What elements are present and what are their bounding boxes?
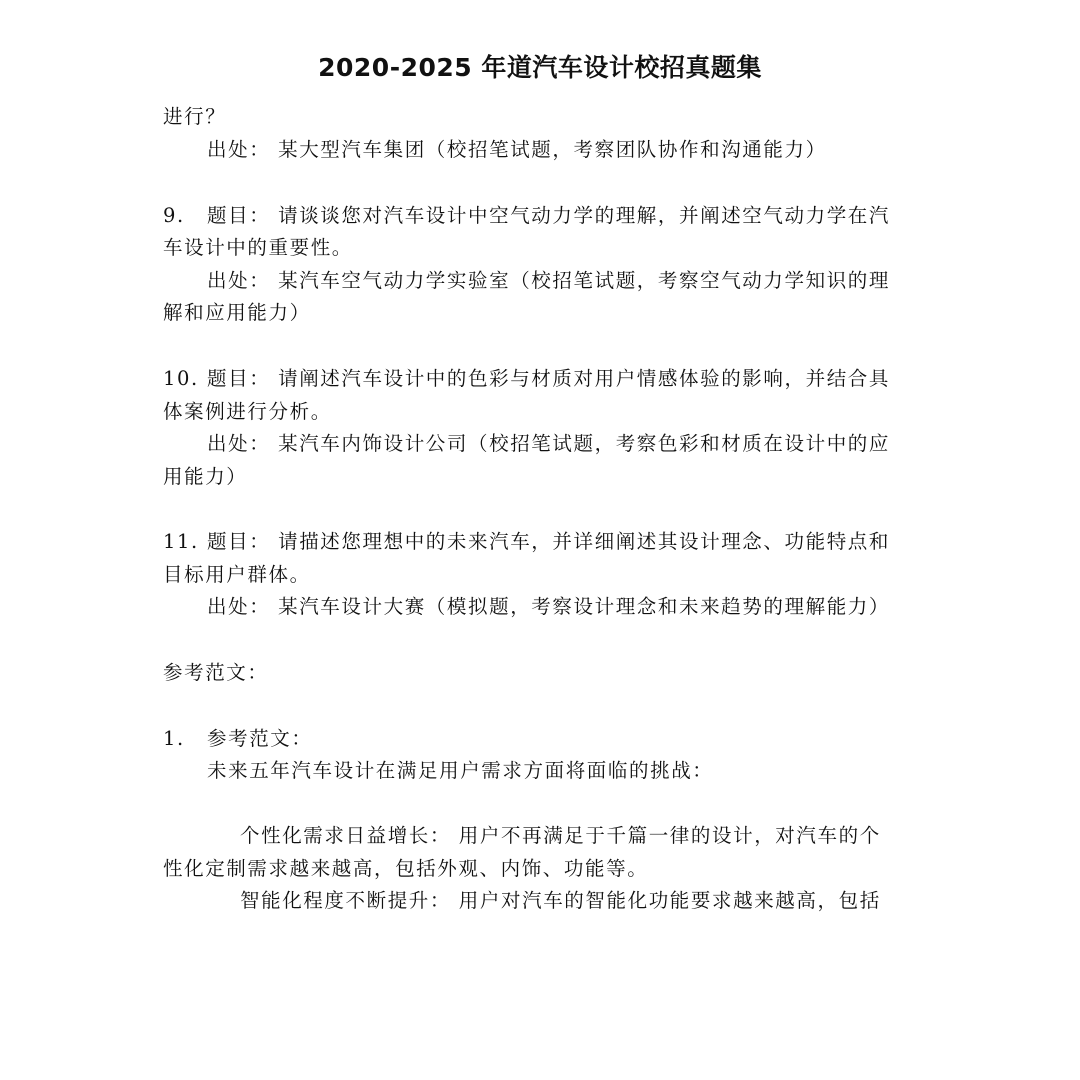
essay-label: 参考范文： <box>207 727 313 750</box>
essay-number: 1. <box>163 727 185 750</box>
document-title: 2020-2025 年道汽车设计校招真题集 <box>318 53 762 82</box>
text-line: 车设计中的重要性。 <box>163 236 353 259</box>
source-line: 出处： 某汽车内饰设计公司（校招笔试题，考察色彩和材质在设计中的应 <box>207 432 890 455</box>
question-text: 题目： 请谈谈您对汽车设计中空气动力学的理解，并阐述空气动力学在汽 <box>207 204 890 227</box>
question-text: 题目： 请描述您理想中的未来汽车，并详细阐述其设计理念、功能特点和 <box>207 530 890 553</box>
section-heading: 参考范文： <box>163 661 269 684</box>
question-number: 10. <box>163 367 199 390</box>
text-line: 用能力） <box>163 465 248 488</box>
source-line: 出处： 某汽车空气动力学实验室（校招笔试题，考察空气动力学知识的理 <box>207 269 890 292</box>
question-10-line <box>163 364 890 394</box>
question-text: 题目： 请阐述汽车设计中的色彩与材质对用户情感体验的影响，并结合具 <box>207 367 890 390</box>
text-line: 解和应用能力） <box>163 301 311 324</box>
text-line: 体案例进行分析。 <box>163 400 332 423</box>
question-9-line <box>163 201 890 231</box>
text-line: 进行？ <box>163 105 227 128</box>
source-line: 出处： 某汽车设计大赛（模拟题，考察设计理念和未来趋势的理解能力） <box>207 595 890 618</box>
text-line: 性化定制需求越来越高，包括外观、内饰、功能等。 <box>163 857 649 880</box>
source-line: 出处： 某大型汽车集团（校招笔试题，考察团队协作和沟通能力） <box>207 138 827 161</box>
text-line: 智能化程度不断提升： 用户对汽车的智能化功能要求越来越高，包括 <box>240 889 881 912</box>
text-line: 未来五年汽车设计在满足用户需求方面将面临的挑战： <box>207 759 714 782</box>
text-line: 目标用户群体。 <box>163 563 311 586</box>
question-number: 11. <box>163 530 199 553</box>
question-number: 9. <box>163 204 185 227</box>
text-line: 个性化需求日益增长： 用户不再满足于千篇一律的设计，对汽车的个 <box>240 824 881 847</box>
essay-1-line <box>163 724 313 754</box>
question-11-line <box>163 527 890 557</box>
